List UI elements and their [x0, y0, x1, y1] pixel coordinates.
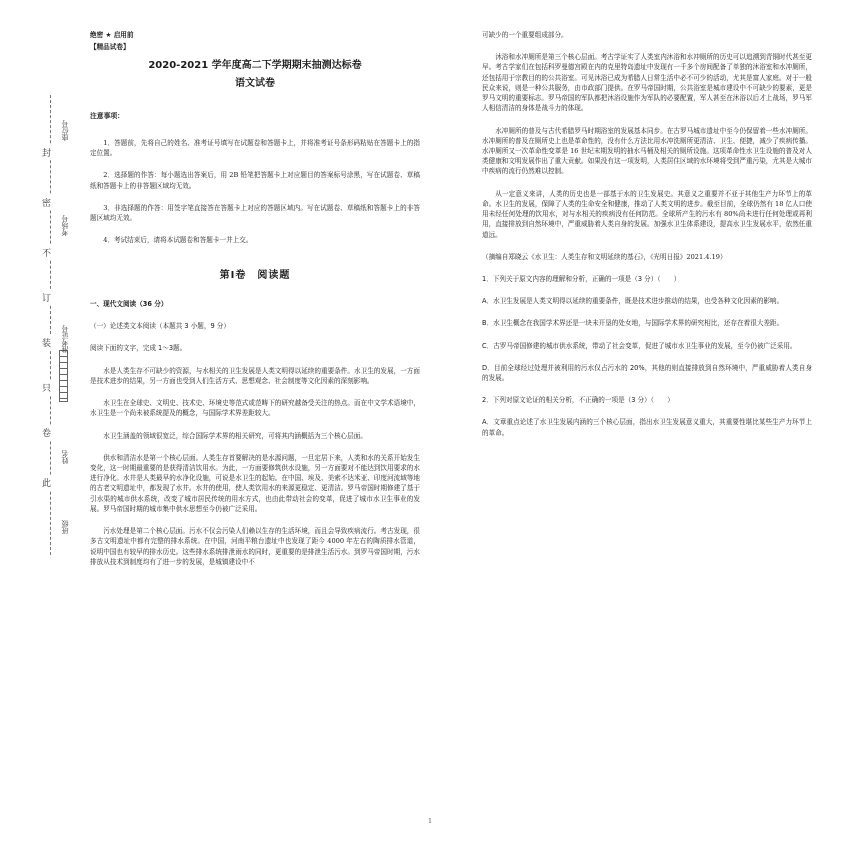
binding-glyph: 密 — [42, 195, 51, 210]
question-option: A．水卫生发展是人类文明得以延续的重要条件，既是技术进步推动的结果，也受各种文化因素的影响。 — [482, 297, 784, 306]
passage-paragraph: 可缺少的一个重要组成部分。 — [482, 31, 568, 39]
admission-number-label: 准考证号 — [61, 325, 69, 353]
notes-heading: 注意事项： — [90, 112, 124, 121]
exam-room-label: 考场号 — [61, 215, 69, 236]
passage-paragraph: 水卫生涵盖的领域很宽泛，综合国际学术界的相关研究，可将其内涵概括为三个核心层面。 — [103, 431, 367, 440]
reading-instruction: 阅读下面的文字，完成 1～3题。 — [90, 344, 187, 353]
name-label: 姓名 — [61, 450, 69, 464]
binding-glyph: 订 — [42, 290, 51, 305]
note-item: 3．非选择题的作答：用签字笔直接答在答题卡上对应的答题区域内。写在试题卷、草稿纸和答题卡上的非答题区域均无效。 — [90, 203, 420, 223]
page-number: 1 — [428, 818, 432, 825]
note-item: 4．考试结束后，请将本试题卷和答题卡一并上交。 — [103, 236, 253, 245]
passage-paragraph: 供水和清洁水是第一个核心层面。人类生存首要解决的是水源问题，一旦定居下来，人类和水的关系开始发生变化，这一时期最重要的是获得清洁饮用水。为此，一方面要修筑供水设施，另一方面要对不能达到饮用要求的水进行净化。水井是人类最早的水净化设施，可说是水卫生的起始。在中国、埃及、美索不达米亚、印度河流域等地的古老文明遗址中，都发现了水井。水井的使用，使人类饮用水的来源更稳定、更清洁。罗马帝国时期修建了基于引水渠的城市供水系统，改变了城市居民传统的用水方式，也由此带动社会的变革，促进了城市水卫生事业的发展。罗马帝国时期的城市集中供水思想至今仍被广泛采用。 — [90, 453, 420, 513]
question-option: B．水卫生概念在我国学术界还是一块未开垦的处女地，与国际学术界的研究相比，还存在着很大差距。 — [482, 319, 784, 328]
subsection-heading: （一）论述类文本阅读（本题共 3 小题，9 分） — [90, 322, 230, 331]
class-label: 班级 — [61, 520, 69, 534]
passage-paragraph: 从一定意义来讲，人类的历史也是一部基于水的卫生发展史。其意义之重要并不亚于其他生产力环节上的革命。水卫生的发展，保障了人类的生命安全和健康，推动了人类文明的进步。截至目前，全球仍然有 18 亿人口使用未经任何处理的饮用水，对与水相关的疾病没有任何防范。全球所产生的污水有 80%尚未进行任何处理或再利用，直接排放到自然环境中，严重威胁着人类自身的发展。加强水卫生体系建设，提高水卫生发展水平，依然任重道远。 — [482, 189, 812, 239]
exam-subtitle: 语文试卷 — [235, 77, 275, 89]
passage-paragraph: 水是人类生存不可缺少的资源，与水相关的卫生发展是人类文明得以延续的重要条件。水卫生的发展，一方面是技术进步的结果，另一方面也受到人们生活方式、思想观念、社会制度等文化因素的深刻影响。 — [90, 366, 420, 385]
binding-glyph: 卷 — [42, 425, 51, 440]
section-heading: 一、现代文阅读（36 分） — [90, 300, 168, 308]
confidential-mark: 绝密 ★ 启用前 — [90, 31, 134, 39]
binding-glyph: 此 — [42, 475, 51, 490]
passage-paragraph: 水卫生在全球史、文明史、技术史、环境史等范式或范畴下的研究越备受关注的热点。而在中文学术语境中，水卫生是一个尚未被系统提及的概念，与国际学术界差距较大。 — [90, 399, 420, 418]
binding-glyph: 装 — [42, 335, 51, 350]
binding-glyph: 只 — [42, 380, 51, 395]
passage-paragraph: 污水处理是第二个核心层面。污水不仅会污染人们赖以生存的生活环境，而且会导致疾病流行。考古发现，很多古文明遗址中都有完整的排水系统。在中国，河南平粮台遗址中也发现了距今 4000 年左右的陶质排水管道，说明中国也有较早的排水历史。这些排水系统排泄雨水的同时，更重要的是排泄生活污水。到罗马帝国时期，污水排放从技术到制度均有了进一步的发展，是城镇建设中不 — [90, 527, 420, 566]
question-stem: 2．下列对原文论证的相关分析，不正确的一项是（3 分）（ ） — [482, 396, 674, 405]
right-column — [482, 30, 812, 450]
binding-glyph: 封 — [42, 145, 51, 160]
volume-title: 第Ⅰ卷 阅读题 — [219, 269, 291, 281]
passage-source: （摘编自郑晓云《水卫生：人类生存和文明延续的基石》，《光明日报》2021.4.19） — [482, 252, 727, 261]
passage-paragraph: 沐浴和水冲厕所是第三个核心层面。考古学证实了人类室内沐浴和水冲厕所的历史可以追溯到青铜时代甚至更早。考古学家们在包括科罗曼德宫殿在内的克里特岛遗址中发现有一千多个房间配备了单独的沐浴室和水冲厕所，还包括用于宗教目的的公共浴室。可见沐浴已成为希腊人日常生活中必不可少的活动，尤其是富人家庭。对于一般民众来说，则是一种公共服务，由市政部门提供。在罗马帝国时期，公共浴室是城市建设中不可缺少的要素，更是罗马文明的重要标志。罗马帝国的军队都把沐浴设施作为军队的必要配置，军人甚至在沐浴以后才上战场，罗马军人相信清洁的身体是战斗力的体现。 — [482, 53, 812, 113]
question-stem: 1．下列关于原文内容的理解和分析，正确的一项是（3 分）（ ） — [482, 274, 681, 283]
passage-paragraph: 水冲厕所的普及与古代希腊罗马时期浴室的发展基本同步。在古罗马城市遗址中至今仍保留着一些水冲厕所。水冲厕所的普及在厕所史上也是革命性的，没有什么方法比用水冲洗厕所更清洁、卫生、便捷，减少了疾病传播。水冲厕所又一次革命性变革是 16 世纪末期发明的抽水马桶及相关的厕所设施。这项革命性水卫生设施的普及对人类健康和文明发展作出了重大贡献。如果没有这一项发明，人类居住区域的水环境将受到严重污染，尤其是大城市中疾病的流行仍然难以控制。 — [482, 126, 812, 176]
note-item: 2．选择题的作答：每小题选出答案后，用 2B 铅笔把答题卡上对应题目的答案标号涂黑，写在试题卷、草稿纸和答题卡上的非答题区域均无效。 — [90, 171, 420, 190]
exam-title: 2020-2021 学年度高二下学期期末抽测达标卷 — [148, 60, 362, 72]
question-option: D．目前全球经过处理并被利用的污水仅占污水的 20%，其他的则直接排放到自然环境中，严重威胁着人类自身的发展。 — [482, 363, 812, 383]
premium-tag: 【精品试卷】 — [90, 43, 130, 52]
binding-glyph: 不 — [42, 245, 51, 260]
question-option: C．古罗马帝国修建的城市供水系统，带动了社会变革，促进了城市水卫生事业的发展，至今仍被广泛采用。 — [482, 341, 797, 350]
seat-number-grid — [59, 350, 68, 402]
question-option: A．文章重点论述了水卫生发展内涵的三个核心层面，指出水卫生发展意义重大，其重要性堪比某些生产力环节上的革命。 — [482, 418, 812, 437]
left-column — [90, 30, 420, 579]
seat-number-label: 座位号 — [61, 120, 69, 141]
note-item: 1．答题前，先将自己的姓名、准考证号填写在试题卷和答题卡上，并将准考证号条形码粘贴在答题卡上的指定位置。 — [90, 138, 420, 158]
binding-strip — [28, 95, 78, 555]
